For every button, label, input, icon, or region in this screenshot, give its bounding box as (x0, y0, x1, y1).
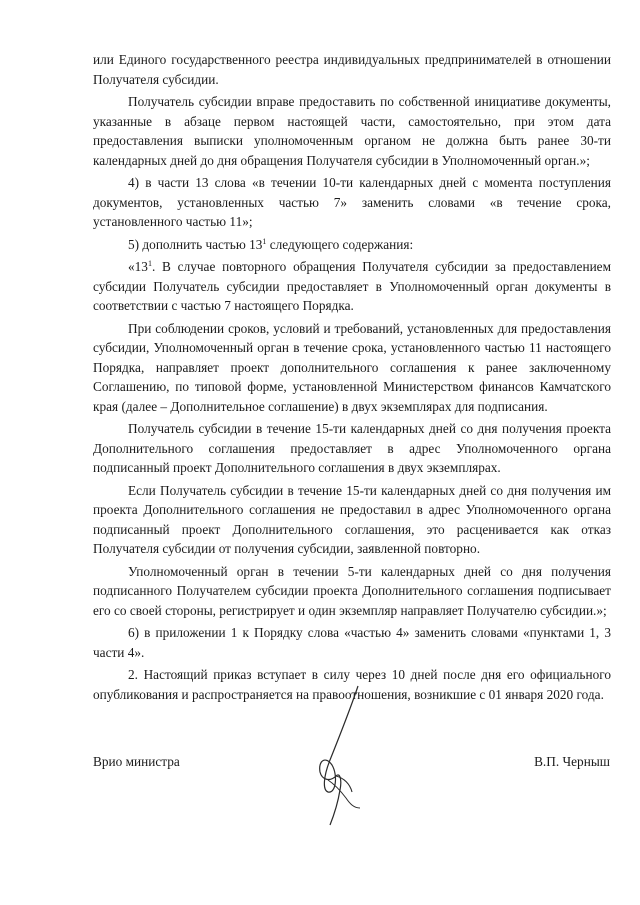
paragraph-4-sup: 1 (262, 236, 267, 246)
paragraph-6: При соблюдении сроков, условий и требований, установленных для предоставления субсидии, Уполномоченный орган в течение срока, установленного частью 11 настоящего Порядка, направляет проект дополнительного соглашения к ранее заключенному Соглашению, по типовой форме, установленной Министерством финансов Камчатского края (далее – Дополнительное соглашение) в двух экземплярах для подписания. (93, 320, 611, 414)
paragraph-5 (93, 257, 611, 316)
document-body (93, 50, 611, 704)
paragraph-9: Уполномоченный орган в течении 5-ти календарных дней со дня получения подписанного Получателем субсидии проекта Дополнительного соглашения подписывает его со своей стороны, регистрирует и один экземпляр направляет Получателю субсидии.»; (93, 563, 611, 618)
paragraph-4-post: следующего содержания: (266, 236, 414, 252)
paragraph-5-sup: 1 (147, 259, 152, 268)
paragraph-5-pre: «13 (128, 259, 148, 274)
paragraph-10: 6) в приложении 1 к Порядку слова «частью 4» заменить словами «пунктами 1, 3 части 4». (93, 625, 611, 660)
paragraph-4-pre: 5) дополнить частью 13 (128, 236, 263, 252)
signatory-name: В.П. Черныш (534, 754, 610, 769)
paragraph-5-post: . В случае повторного обращения Получателя субсидии за предоставлением субсидии Получатель субсидии предоставляет в Уполномоченный орган документы в соответствии с частью 7 настоящего Порядка. (93, 259, 611, 313)
paragraph-2: Получатель субсидии вправе предоставить по собственной инициативе документы, указанные в абзаце первом настоящей части, самостоятельно, при этом дата предоставления выписки уполномоченным органом не должна быть ранее 30-ти календарных дней до дня обращения Получателя субсидии в Уполномоченный орган.»; (93, 94, 611, 168)
paragraph-11: 2. Настоящий приказ вступает в силу через 10 дней после дня его официального опубликования и распространяется на правоотношения, возникшие с 01 января 2020 года. (93, 667, 611, 702)
signature-icon (300, 680, 390, 830)
paragraph-1: или Единого государственного реестра индивидуальных предпринимателей в отношении Получателя субсидии. (93, 52, 611, 87)
paragraph-4 (93, 235, 611, 255)
paragraph-8: Если Получатель субсидии в течение 15-ти календарных дней со дня получения им проекта Дополнительного соглашения не предоставил в адрес Уполномоченного органа подписанный проект Дополнительного соглашения, это расценивается как отказ Получателя субсидии от получения субсидии, заявленной повторно. (93, 482, 611, 556)
signatory-position: Врио министра (93, 754, 180, 769)
paragraph-3: 4) в части 13 слова «в течении 10-ти календарных дней с момента поступления документов, установленных частью 7» заменить словами «в течение срока, установленного частью 11»; (93, 175, 611, 229)
paragraph-7: Получатель субсидии в течение 15-ти календарных дней со дня получения проекта Дополнительного соглашения предоставляет в адрес Уполномоченного органа подписанный проект Дополнительного соглашения в двух экземплярах. (93, 421, 611, 475)
